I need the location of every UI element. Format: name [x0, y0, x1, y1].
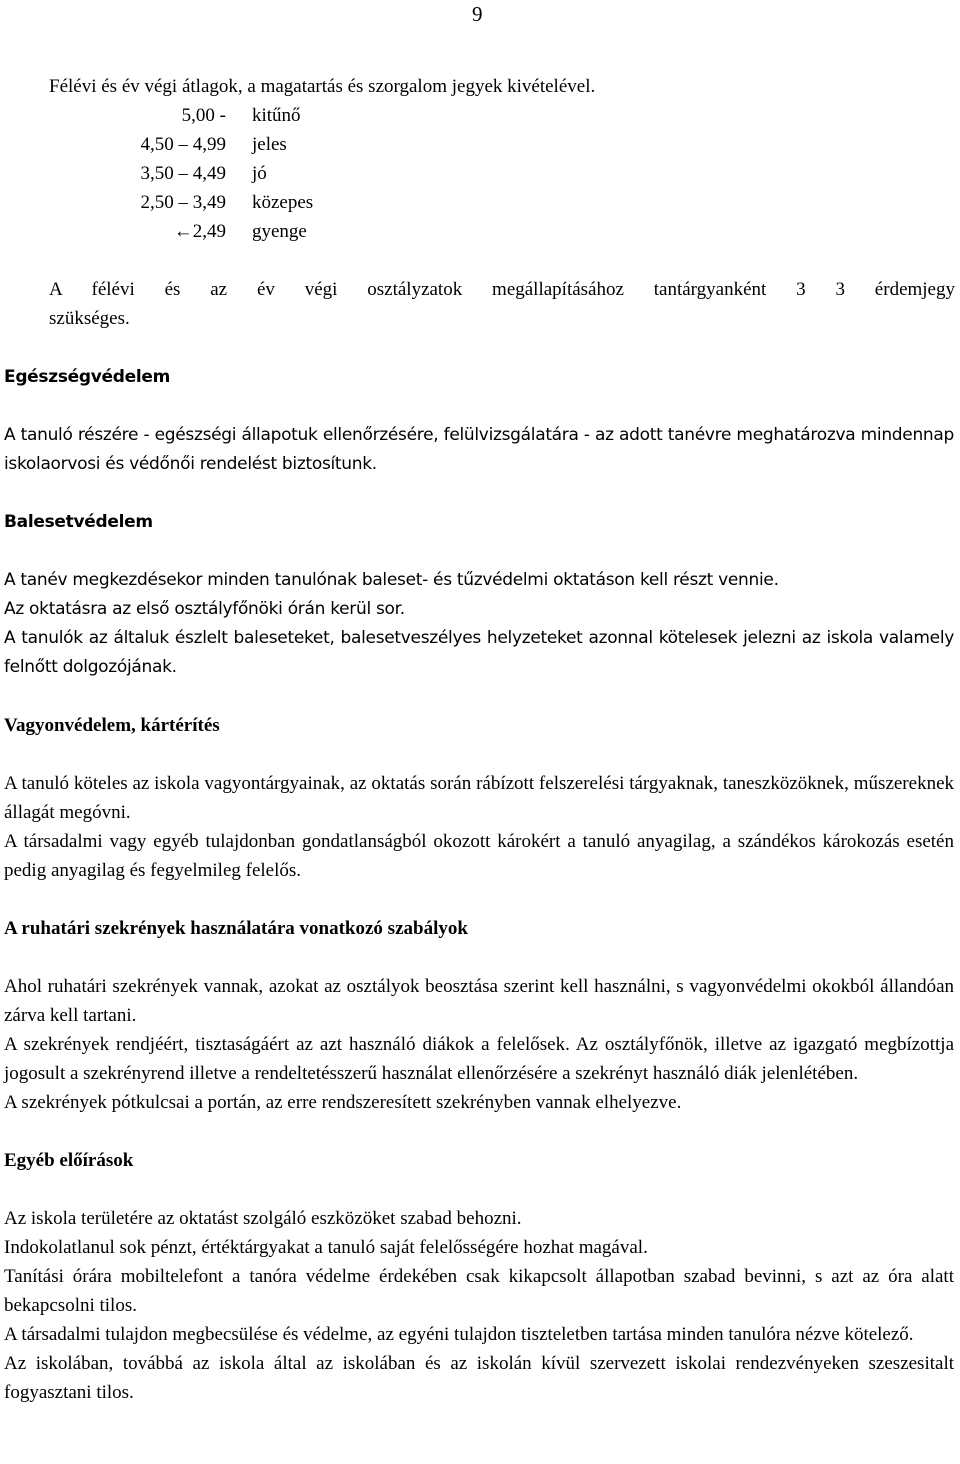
grade-name: jó: [252, 163, 267, 184]
grade-name: kitűnő: [252, 105, 301, 126]
grade-range: ←2,49: [173, 221, 226, 242]
grade-row: [49, 159, 313, 188]
section-title-balesetvedelem: Balesetvédelem: [4, 512, 153, 532]
requirement-text: A félévi és az év végi osztályzatok megállapításához tantárgyanként 3 3 érdemjegy: [49, 279, 955, 300]
grade-scale: [49, 101, 313, 246]
paragraph: Az oktatásra az első osztályfőnöki órán kerül sor.: [4, 599, 405, 619]
grade-row: [49, 188, 313, 217]
section-title-ruhatari-szekrenyek: A ruhatári szekrények használatára vonatkozó szabályok: [4, 918, 468, 939]
section-title-egeszsegvedelem: Egészségvédelem: [4, 367, 171, 387]
paragraph: A tanuló köteles az iskola vagyontárgyainak, az oktatás során rábízott felszerelési tárgyaknak, taneszközöknek, műszereknek állagát megóvni.: [4, 773, 954, 823]
paragraph: Az iskolában, továbbá az iskola által az iskolában és az iskolán kívül szervezett iskolai rendezvényeken szeszesitalt fogyasztani tilos.: [4, 1353, 954, 1403]
page-number: 9: [472, 2, 483, 26]
section-title-vagyonvedelem: Vagyonvédelem, kártérítés: [4, 715, 220, 736]
requirement-text-cont: szükséges.: [49, 308, 130, 329]
paragraph: A társadalmi tulajdon megbecsülése és védelme, az egyéni tulajdon tiszteletben tartása minden tanulóra nézve kötelező.: [4, 1324, 914, 1345]
paragraph: A tanuló részére - egészségi állapotuk ellenőrzésére, felülvizsgálatára - az adott tanévre meghatározva mindennap iskolaorvosi és védőnői rendelést biztosítunk.: [4, 425, 954, 474]
paragraph: A tanév megkezdésekor minden tanulónak baleset- és tűzvédelmi oktatáson kell részt vennie.: [4, 570, 779, 590]
paragraph: A szekrények pótkulcsai a portán, az erre rendszeresített szekrényben vannak elhelyezve.: [4, 1092, 682, 1113]
grade-range: 3,50 – 4,49: [140, 163, 226, 184]
grade-range: 4,50 – 4,99: [140, 134, 226, 155]
grade-name: közepes: [252, 192, 314, 213]
paragraph: Ahol ruhatári szekrények vannak, azokat az osztályok beosztása szerint kell használni, s vagyonvédelmi okokból állandóan zárva kell tartani.: [4, 976, 954, 1026]
grade-row: [49, 217, 313, 246]
paragraph: Az iskola területére az oktatást szolgáló eszközöket szabad behozni.: [4, 1208, 522, 1229]
regulations-content: [4, 363, 954, 1407]
grade-name: gyenge: [252, 221, 307, 242]
grade-name: jeles: [252, 134, 287, 155]
intro-text: Félévi és év végi átlagok, a magatartás és szorgalom jegyek kivételével.: [49, 76, 596, 97]
grade-range: 2,50 – 3,49: [140, 192, 226, 213]
section-title-egyeb-eloirasok: Egyéb előírások: [4, 1150, 134, 1171]
paragraph: Tanítási órára mobiltelefont a tanóra védelme érdekében csak kikapcsolt állapotban szabad bevinni, s azt az óra alatt bekapcsolni tilos.: [4, 1266, 954, 1316]
paragraph: A tanulók az általuk észlelt baleseteket, balesetveszélyes helyzeteket azonnal kötelesek jelezni az iskola valamely felnőtt dolgozójának.: [4, 628, 954, 677]
paragraph: A szekrények rendjéért, tisztaságáért az azt használó diákok a felelősek. Az osztályfőnök, illetve az igazgató megbízottja jogosult a szekrényrend illetve a rendeltetésszerű használat ellenőrzésére a szekrényt használó diák jelenlétében.: [4, 1034, 954, 1084]
grade-row: [49, 101, 313, 130]
paragraph: Indokolatlanul sok pénzt, értéktárgyakat a tanuló saját felelősségére hozhat magával.: [4, 1237, 648, 1258]
paragraph: A társadalmi vagy egyéb tulajdonban gondatlanságból okozott károkért a tanuló anyagilag, a szándékos károkozás esetén pedig anyagilag és fegyelmileg felelős.: [4, 831, 954, 881]
grade-row: [49, 130, 313, 159]
grade-range: 5,00 -: [181, 105, 226, 126]
